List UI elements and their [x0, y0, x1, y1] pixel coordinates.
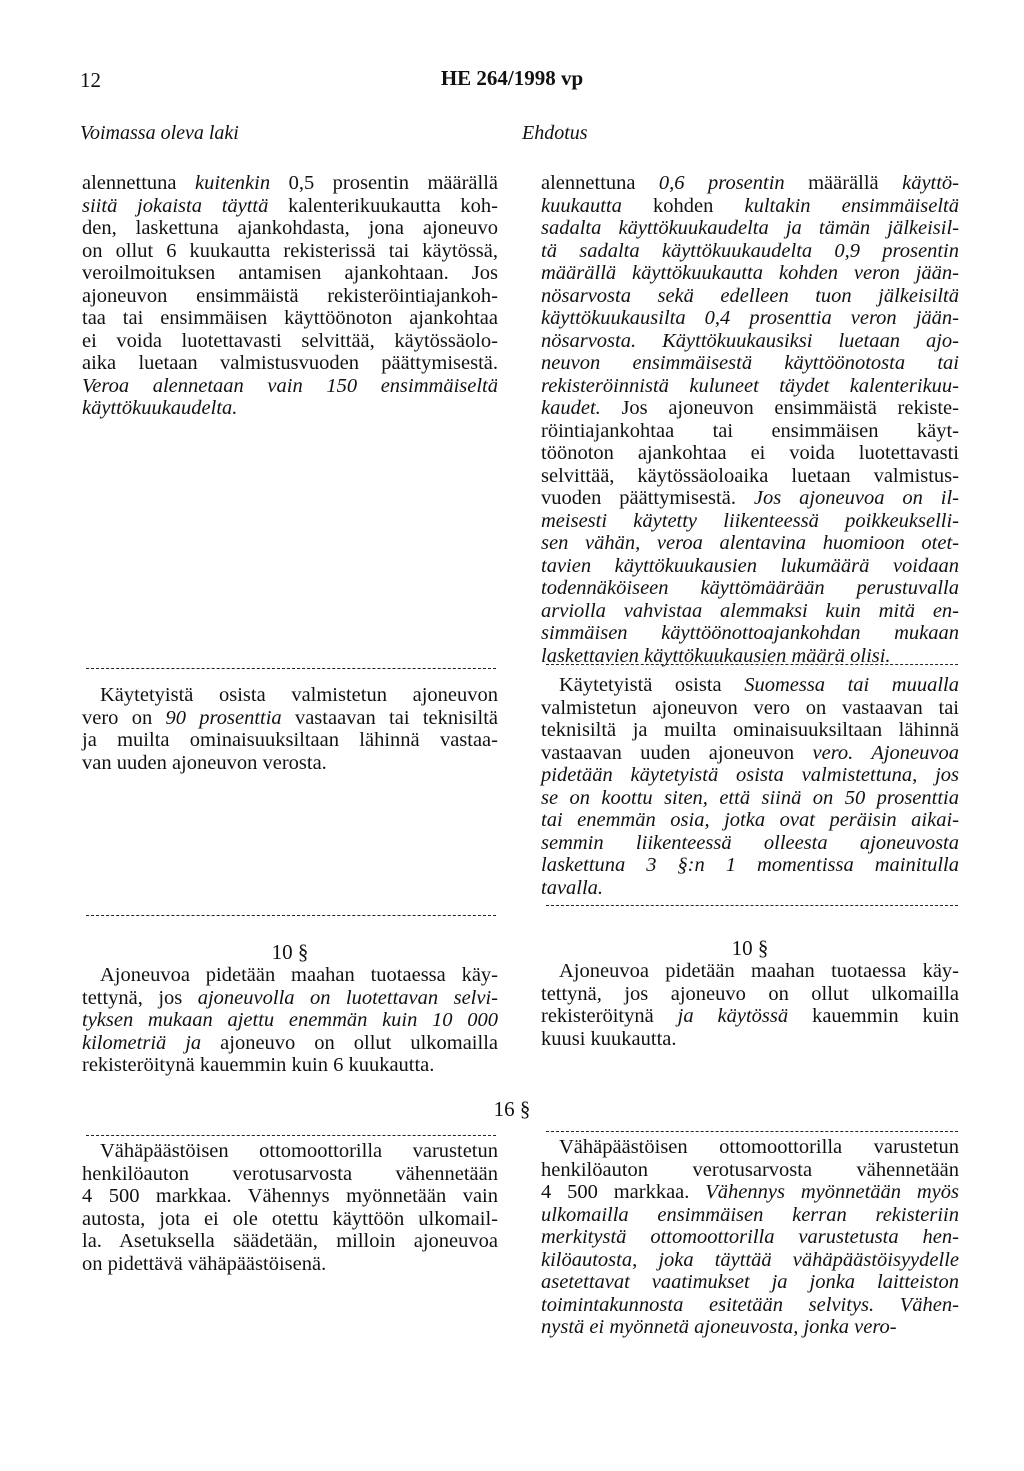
text-line: den, laskettuna ajankohdasta, jona ajoneuvo	[82, 217, 498, 239]
text-line: on ollut 6 kuukautta rekisterissä tai käytössä,	[82, 239, 498, 262]
text-line: nösarvosta sekä edelleen tuon jälkeisiltä	[541, 284, 959, 307]
text-line: vero on 90 prosenttia vastaavan tai teknisiltä	[82, 706, 498, 729]
paragraph-text	[82, 684, 498, 774]
text-line: tyksen mukaan ajettu enemmän kuin 10 000	[82, 1009, 498, 1031]
text-line: ei voida luotettavasti selvittää, käytössäolo-	[82, 329, 498, 352]
text-line: toimintakunnosta esitetään selvitys. Vähen-	[541, 1293, 959, 1316]
text-line: Ajoneuvoa pidetään maahan tuotaessa käy-	[100, 964, 498, 986]
text-line: tavalla.	[541, 876, 604, 899]
text-line: rekisteröitynä ja käytössä kauemmin kuin	[541, 1005, 959, 1027]
text-line: tä sadalta käyttökuukaudelta 0,9 prosentin	[541, 239, 959, 262]
text-line: vuoden päättymisestä. Jos ajoneuvoa on il-	[541, 487, 959, 509]
text-line: semmin liikenteessä olleesta ajoneuvosta	[541, 831, 959, 854]
text-line: selvittää, käytössäoloaika luetaan valmistus-	[541, 464, 959, 487]
text-line: kuusi kuukautta.	[541, 1027, 677, 1050]
right-paragraph-1	[541, 172, 959, 667]
text-line: aika luetaan valmistusvuoden päättymisestä.	[82, 352, 498, 374]
text-line: tettynä, jos ajoneuvo on ollut ulkomailla	[541, 982, 959, 1005]
right-paragraph-4	[541, 1136, 959, 1339]
left-column-heading: Voimassa oleva laki	[80, 122, 239, 144]
text-line: 4 500 markkaa. Vähennys myönnetään vain	[82, 1185, 498, 1207]
text-line: nystä ei myönnetä ajoneuvosta, jonka vero-	[541, 1316, 897, 1338]
text-line: nösarvosta. Käyttökuukausiksi luetaan ajo-	[541, 329, 959, 352]
paragraph-text	[541, 1136, 959, 1339]
text-line: teknisiltä ja muilta ominaisuuksiltaan lähinnä	[541, 719, 959, 741]
left-paragraph-1	[82, 172, 498, 420]
text-line: kilometriä ja ajoneuvo on ollut ulkomailla	[82, 1031, 498, 1054]
text-line: Käytetyistä osista Suomessa tai muualla	[559, 674, 960, 696]
left-paragraph-4	[82, 1140, 498, 1275]
text-line: Käytetyistä osista valmistetun ajoneuvon	[100, 684, 498, 706]
text-line: la. Asetuksella säädetään, milloin ajoneuvoa	[82, 1230, 498, 1252]
text-line: tettynä, jos ajoneuvolla on luotettavan selvi-	[82, 986, 498, 1009]
right-column-heading: Ehdotus	[522, 122, 588, 144]
text-line: tavien käyttökuukausien lukumäärä voidaan	[541, 554, 959, 577]
text-line: asetettavat vaatimukset ja jonka laitteiston	[541, 1271, 959, 1293]
paragraph-text	[541, 172, 959, 667]
right-paragraph-2	[541, 674, 959, 899]
text-line: ajoneuvon ensimmäistä rekisteröintiajankoh-	[82, 284, 498, 307]
section-heading-10-left: 10 §	[271, 940, 309, 964]
omission-dashes	[546, 1131, 958, 1132]
text-line: alennettuna kuitenkin 0,5 prosentin määrällä	[82, 172, 499, 194]
text-line: 4 500 markkaa. Vähennys myönnetään myös	[541, 1181, 959, 1203]
text-line: kilöautosta, joka täyttää vähäpäästöisyydelle	[541, 1248, 959, 1271]
text-line: laskettavien käyttökuukausien määrä olisi.	[541, 644, 891, 667]
text-line: todennäköiseen käyttömäärään perustuvalla	[541, 577, 959, 599]
text-line: rekisteröinnistä kuluneet täydet kalenterikuu-	[541, 374, 959, 397]
text-line: veroilmoituksen antamisen ajankohtaan. Jos	[82, 262, 498, 284]
paragraph-text	[82, 172, 498, 420]
text-line: röintiajankohtaa tai ensimmäisen käyt-	[541, 419, 959, 442]
text-line: merkitystä ottomoottorilla varustetusta hen-	[541, 1226, 959, 1248]
text-line: meisesti käytetty liikenteessä poikkeukselli-	[541, 509, 959, 532]
text-line: ja muilta ominaisuuksiltaan lähinnä vastaa-	[82, 729, 498, 751]
text-line: van uuden ajoneuvon verosta.	[82, 751, 327, 774]
text-line: kaudet. Jos ajoneuvon ensimmäistä rekiste-	[541, 397, 959, 419]
text-line: vastaavan uuden ajoneuvon vero. Ajoneuvoa	[541, 741, 959, 764]
text-line: sadalta käyttökuukaudelta ja tämän jälkeisil-	[541, 217, 959, 239]
paragraph-text	[541, 960, 959, 1050]
text-line: taa tai ensimmäisen käyttöönoton ajankohtaa	[82, 307, 498, 329]
text-line: laskettuna 3 §:n 1 momentissa mainitulla	[541, 854, 959, 876]
text-line: töönoton ajankohtaa ei voida luotettavasti	[541, 442, 959, 464]
text-line: määrällä käyttökuukautta kohden veron jään-	[541, 262, 959, 284]
text-line: pidetään käytetyistä osista valmistettuna, jos	[541, 764, 959, 786]
text-line: sen vähän, veroa alentavina huomioon otet-	[541, 532, 959, 554]
left-paragraph-3	[82, 964, 498, 1077]
omission-dashes	[86, 1135, 496, 1136]
text-line: kuukautta kohden kultakin ensimmäiseltä	[541, 194, 959, 217]
paragraph-text	[82, 1140, 498, 1275]
text-line: Vähäpäästöisen ottomoottorilla varustetun	[100, 1140, 498, 1162]
text-line: rekisteröitynä kauemmin kuin 6 kuukautta.	[82, 1054, 435, 1076]
page-number: 12	[80, 68, 101, 92]
text-line: alennettuna 0,6 prosentin määrällä käyttö-	[541, 172, 960, 194]
text-line: tai enemmän osia, jotka ovat peräisin aikai-	[541, 809, 959, 831]
text-line: arviolla vahvistaa alemmaksi kuin mitä en-	[541, 599, 959, 622]
right-paragraph-3	[541, 960, 959, 1050]
text-line: valmistetun ajoneuvon vero on vastaavan tai	[541, 696, 959, 719]
text-line: Veroa alennetaan vain 150 ensimmäiseltä	[82, 374, 498, 397]
text-line: on pidettävä vähäpäästöisenä.	[82, 1252, 327, 1275]
text-line: käyttökuukaudelta.	[82, 397, 238, 419]
text-line: Ajoneuvoa pidetään maahan tuotaessa käy-	[559, 960, 959, 982]
text-line: ulkomailla ensimmäisen kerran rekisteriin	[541, 1203, 959, 1226]
document-title: HE 264/1998 vp	[440, 66, 584, 90]
text-line: henkilöauton verotusarvosta vähennetään	[82, 1162, 498, 1185]
omission-dashes	[546, 905, 958, 906]
omission-dashes	[546, 664, 958, 665]
text-line: Vähäpäästöisen ottomoottorilla varustetun	[559, 1136, 959, 1158]
left-paragraph-2	[82, 684, 498, 774]
paragraph-text	[541, 674, 959, 899]
text-line: siitä jokaista täyttä kalenterikuukautta koh-	[82, 194, 498, 217]
text-line: autosta, jota ei ole otettu käyttöön ulkomail-	[82, 1207, 498, 1230]
paragraph-text	[82, 964, 498, 1077]
text-line: neuvon ensimmäisestä käyttöönotosta tai	[541, 352, 959, 374]
text-line: se on koottu siten, että siinä on 50 prosenttia	[541, 786, 959, 809]
text-line: henkilöauton verotusarvosta vähennetään	[541, 1158, 959, 1181]
text-line: simmäisen käyttöönottoajankohdan mukaan	[541, 622, 959, 644]
text-line: käyttökuukausilta 0,4 prosenttia veron jään-	[541, 307, 959, 329]
omission-dashes	[86, 668, 496, 669]
omission-dashes	[86, 915, 496, 916]
section-heading-16: 16 §	[493, 1097, 531, 1121]
section-heading-10-right: 10 §	[731, 936, 769, 960]
